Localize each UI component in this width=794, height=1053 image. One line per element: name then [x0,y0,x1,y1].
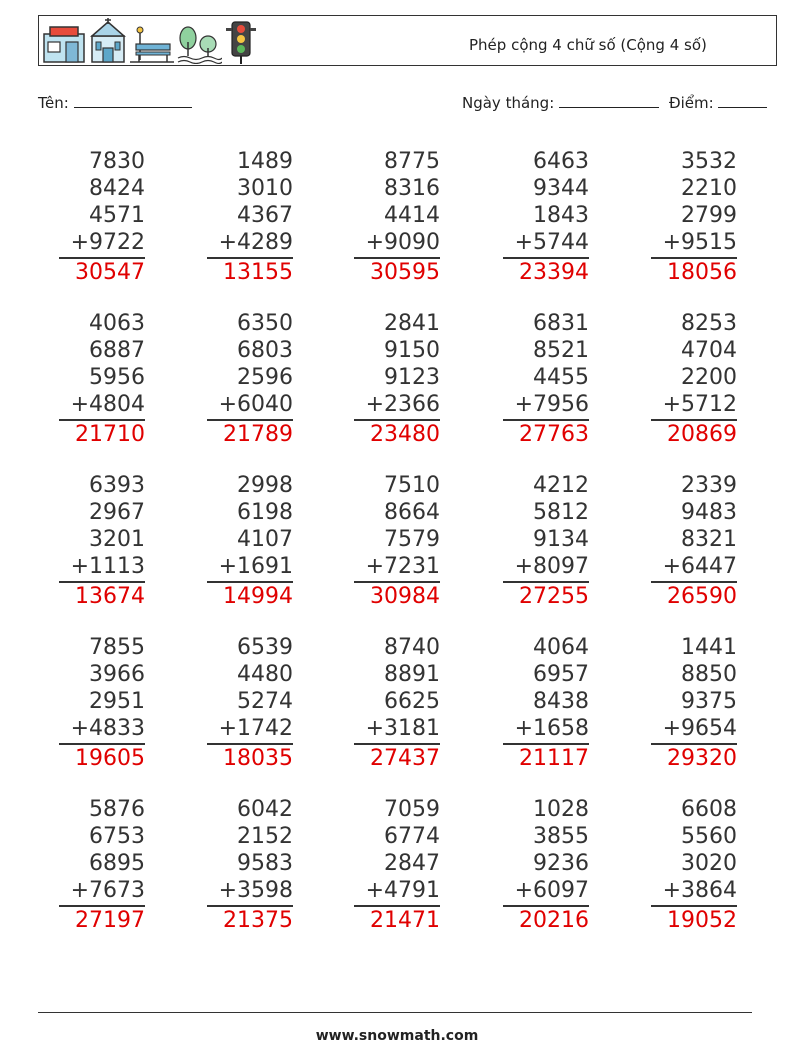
answer: 30984 [370,584,440,609]
addend: 2339 [681,473,737,498]
last-addend: +1742 [218,716,293,741]
last-addend: +4791 [365,878,440,903]
answer: 29320 [667,746,737,771]
last-addend: +2366 [365,392,440,417]
addition-problem [193,148,293,286]
addend: 4571 [89,203,145,228]
addend: 3020 [681,851,737,876]
last-addend: +1691 [218,554,293,579]
addition-problem [340,796,440,934]
addition-problem [340,148,440,286]
last-addend: +5712 [662,392,737,417]
answer: 30595 [370,260,440,285]
addend: 6774 [384,824,440,849]
header-box [38,15,777,66]
answer: 26590 [667,584,737,609]
addend: 9344 [533,176,589,201]
addition-problem [340,472,440,610]
addend: 9134 [533,527,589,552]
addend: 2200 [681,365,737,390]
addend: 3201 [89,527,145,552]
addition-problem [193,796,293,934]
addition-problem [489,148,589,286]
answer: 13674 [75,584,145,609]
addend: 7059 [384,797,440,822]
answer: 21471 [370,908,440,933]
addition-problem [637,148,737,286]
addend: 4414 [384,203,440,228]
addition-problem [637,634,737,772]
addend: 5956 [89,365,145,390]
footer-divider [38,1012,752,1013]
addition-problem [340,310,440,448]
addend: 8664 [384,500,440,525]
addend: 4063 [89,311,145,336]
addend: 6393 [89,473,145,498]
last-addend: +3181 [365,716,440,741]
addend: 6887 [89,338,145,363]
score-field [669,93,767,112]
last-addend: +9654 [662,716,737,741]
addend: 9150 [384,338,440,363]
score-label: Điểm: [669,94,714,112]
park-bench-icon [130,24,174,64]
answer: 23394 [519,260,589,285]
last-addend: +1113 [70,554,145,579]
date-field [462,93,659,112]
addition-problem [340,634,440,772]
addend: 4480 [237,662,293,687]
addend: 4212 [533,473,589,498]
last-addend: +5744 [514,230,589,255]
addition-problem [45,472,145,610]
shop-icon [42,24,86,64]
addend: 5876 [89,797,145,822]
last-addend: +6447 [662,554,737,579]
addend: 9583 [237,851,293,876]
addend: 2841 [384,311,440,336]
addend: 3855 [533,824,589,849]
answer: 23480 [370,422,440,447]
addend: 4367 [237,203,293,228]
name-label: Tên: [38,94,69,112]
addend: 2998 [237,473,293,498]
addition-problem [45,634,145,772]
addend: 1489 [237,149,293,174]
addend: 8424 [89,176,145,201]
addend: 8891 [384,662,440,687]
addend: 6895 [89,851,145,876]
addend: 8740 [384,635,440,660]
addition-problem [193,634,293,772]
addend: 2951 [89,689,145,714]
last-addend: +7956 [514,392,589,417]
last-addend: +4804 [70,392,145,417]
addend: 3010 [237,176,293,201]
last-addend: +9515 [662,230,737,255]
addend: 8321 [681,527,737,552]
last-addend: +3598 [218,878,293,903]
addition-problem [45,310,145,448]
addend: 6463 [533,149,589,174]
header-icons [42,18,258,64]
last-addend: +3864 [662,878,737,903]
addition-problem [637,472,737,610]
addend: 8850 [681,662,737,687]
addend: 6753 [89,824,145,849]
addend: 1441 [681,635,737,660]
answer: 27763 [519,422,589,447]
last-addend: +6040 [218,392,293,417]
last-addend: +6097 [514,878,589,903]
addend: 8521 [533,338,589,363]
addition-problem [45,796,145,934]
answer: 30547 [75,260,145,285]
addition-problem [489,796,589,934]
answer: 21710 [75,422,145,447]
addend: 9236 [533,851,589,876]
addend: 4455 [533,365,589,390]
addend: 6831 [533,311,589,336]
addend: 6608 [681,797,737,822]
traffic-light-icon [224,20,258,64]
addend: 2799 [681,203,737,228]
addition-problem [45,148,145,286]
addend: 5812 [533,500,589,525]
addend: 6350 [237,311,293,336]
answer: 20216 [519,908,589,933]
score-blank[interactable] [718,93,767,108]
addend: 2596 [237,365,293,390]
name-field [38,93,192,112]
addend: 8775 [384,149,440,174]
answer: 27197 [75,908,145,933]
last-addend: +9090 [365,230,440,255]
addition-problem [489,634,589,772]
addition-problem [637,310,737,448]
addend: 1843 [533,203,589,228]
addend: 3532 [681,149,737,174]
addend: 7830 [89,149,145,174]
addend: 9123 [384,365,440,390]
addend: 2210 [681,176,737,201]
addend: 4107 [237,527,293,552]
footer-website: www.snowmath.com [315,1028,479,1044]
addend: 4064 [533,635,589,660]
addend: 7510 [384,473,440,498]
addend: 6957 [533,662,589,687]
addend: 6625 [384,689,440,714]
addend: 7579 [384,527,440,552]
last-addend: +9722 [70,230,145,255]
answer: 19052 [667,908,737,933]
addend: 8316 [384,176,440,201]
addend: 3966 [89,662,145,687]
last-addend: +1658 [514,716,589,741]
answer: 27437 [370,746,440,771]
addend: 7855 [89,635,145,660]
addend: 4704 [681,338,737,363]
addition-problem [193,472,293,610]
date-label: Ngày tháng: [462,94,555,112]
answer: 18056 [667,260,737,285]
addend: 2847 [384,851,440,876]
date-blank[interactable] [559,93,659,108]
page-title: Phép cộng 4 chữ số (Cộng 4 số) [469,36,707,54]
addend: 2152 [237,824,293,849]
answer: 20869 [667,422,737,447]
answer: 13155 [223,260,293,285]
answer: 14994 [223,584,293,609]
church-icon [88,18,128,64]
addition-problem [489,472,589,610]
addend: 9375 [681,689,737,714]
last-addend: +7231 [365,554,440,579]
addend: 2967 [89,500,145,525]
answer: 18035 [223,746,293,771]
last-addend: +4833 [70,716,145,741]
addition-problem [193,310,293,448]
answer: 21375 [223,908,293,933]
answer: 19605 [75,746,145,771]
addend: 5560 [681,824,737,849]
last-addend: +7673 [70,878,145,903]
addend: 1028 [533,797,589,822]
last-addend: +4289 [218,230,293,255]
addition-problem [637,796,737,934]
addition-problem [489,310,589,448]
addend: 6539 [237,635,293,660]
addend: 6042 [237,797,293,822]
answer: 27255 [519,584,589,609]
addend: 6198 [237,500,293,525]
addend: 8438 [533,689,589,714]
addend: 8253 [681,311,737,336]
answer: 21117 [519,746,589,771]
trees-river-icon [176,24,222,64]
addend: 5274 [237,689,293,714]
addend: 9483 [681,500,737,525]
last-addend: +8097 [514,554,589,579]
addend: 6803 [237,338,293,363]
answer: 21789 [223,422,293,447]
name-blank[interactable] [74,93,192,108]
